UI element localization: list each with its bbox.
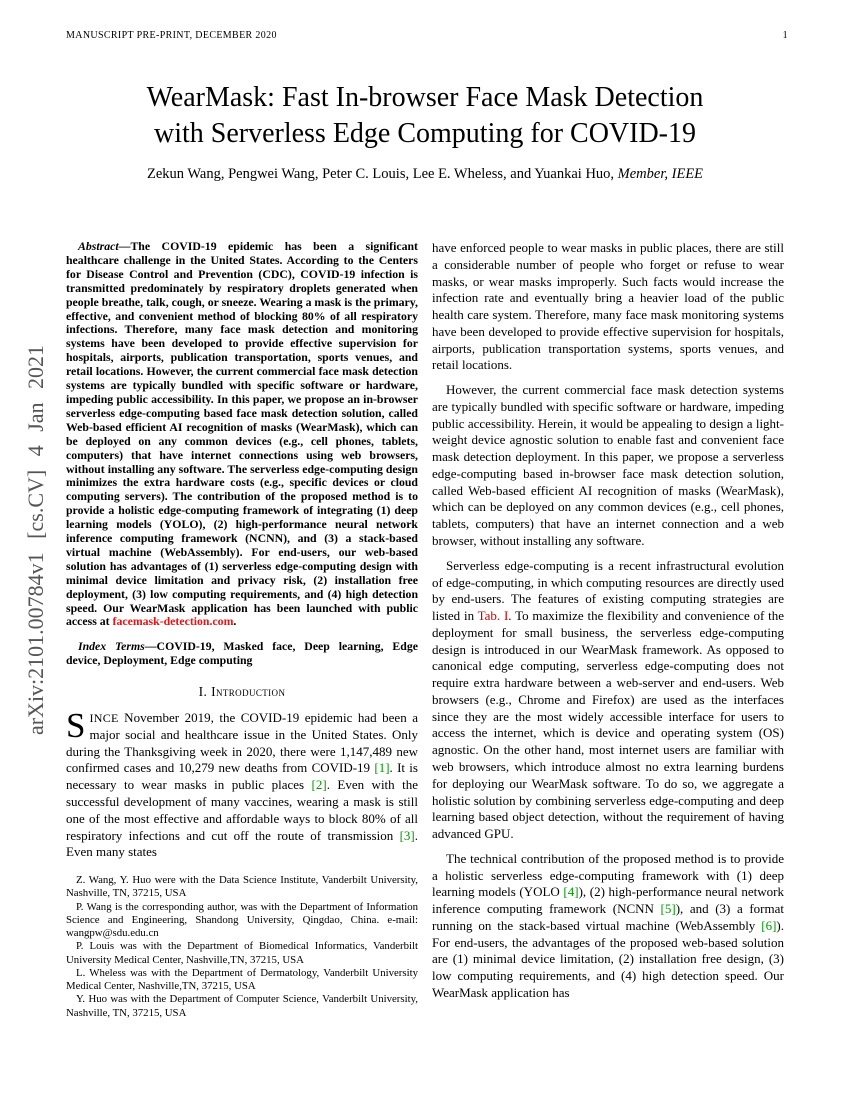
- abstract: [66, 240, 418, 629]
- right-column: [432, 240, 784, 1020]
- author-names: Zekun Wang, Pengwei Wang, Peter C. Louis, Lee E. Wheless, and Yuankai Huo,: [146, 166, 618, 182]
- citation-6[interactable]: [6]: [761, 917, 777, 933]
- paragraph-4-text-2: ), (2) high-performance neural network inference computing framework (NCNN: [432, 884, 784, 917]
- title-line-1: WearMask: Fast In-browser Face Mask Detection: [146, 82, 704, 113]
- intro-paragraph: [66, 706, 418, 861]
- citation-4[interactable]: [4]: [563, 884, 579, 900]
- citation-2[interactable]: [2]: [311, 777, 327, 793]
- index-terms-label: Index Terms: [78, 639, 145, 654]
- footnote-affiliation-5: Y. Huo was with the Department of Computer Science, Vanderbilt University, Nashville, TN, 37215, USA: [66, 993, 418, 1019]
- citation-3[interactable]: [3]: [399, 827, 415, 843]
- index-terms: [66, 640, 418, 668]
- paragraph-4-text-1: The technical contribution of the proposed method is to provide a holistic serverless edge-computing framework with (1) deep learning models (YOLO: [432, 850, 784, 900]
- citation-5[interactable]: [5]: [660, 901, 676, 917]
- drop-cap: S: [66, 706, 86, 746]
- abstract-public-url-link[interactable]: facemask-detection.com: [112, 614, 234, 629]
- citation-1[interactable]: [1]: [374, 760, 390, 776]
- two-column-body: [66, 240, 784, 1020]
- intro-text-3: . Even with the successful development of many vaccines, wearing a mask is still one of the most effective and affordable ways to block 80% of all respiratory infections and cut off the route of transmission: [66, 777, 418, 843]
- intro-lead-word: INCE: [89, 711, 119, 726]
- body-paragraph-3: [432, 558, 784, 843]
- paragraph-4-text-3: ), and (3) a format running on the stack-based virtual machine (WebAssembly: [432, 901, 784, 933]
- intro-text-2: . It is necessary to wear masks in public places: [66, 760, 418, 793]
- footnote-affiliation-2: P. Wang is the corresponding author, was with the Department of Information Science and Engineering, Shandong University, Qingdao, China. e-mail: wangpw@sdu.edu.cn: [66, 900, 418, 940]
- body-paragraph-2: However, the current commercial face mask detection systems are typically bundled with specific software or hardware, impeding public accessibility. Herein, it would be appealing to design a light-weight device agnostic solution to enable fast and convenient face mask detection deployment. In this paper, we propose a serverless edge-computing based in-browser face mask detection solution, called Web-based efficient AI recognition of masks (WearMask), which can be deployed on any common devices (e.g., cell phones, tablets, computers) that have an internet connection and a web browser, without installing any software.: [432, 382, 784, 549]
- abstract-label: Abstract: [78, 239, 119, 253]
- author-footnotes: [66, 874, 418, 1020]
- index-terms-body: —COVID-19, Masked face, Deep learning, Edge device, Deployment, Edge computing: [66, 639, 418, 668]
- paragraph-4-text-4: ). For end-users, the advantages of the proposed web-based solution are (1) minimal device limitation, (2) installation free design, (3) low computing requirements, and (4) high detection speed. Our WearMask application has: [432, 917, 784, 1000]
- running-header: [66, 30, 788, 41]
- arxiv-watermark: arXiv:2101.00784v1 [cs.CV] 4 Jan 2021: [23, 344, 48, 736]
- footnote-affiliation-1: Z. Wang, Y. Huo were with the Data Science Institute, Vanderbilt University, Nashville, TN, 37215, USA: [66, 874, 418, 900]
- footnote-affiliation-3: P. Louis was with the Department of Biomedical Informatics, Vanderbilt University Medical Center, Nashville,TN, 37215, USA: [66, 940, 418, 966]
- page-number: 1: [782, 30, 788, 41]
- footnote-affiliation-4: L. Wheless was with the Department of Dermatology, Vanderbilt University Medical Center, Nashville,TN, 37215, USA: [66, 966, 418, 993]
- authors-line: [0, 166, 850, 183]
- body-paragraph-4: [432, 851, 784, 1002]
- paragraph-3-text-2: . To maximize the flexibility and convenience of the deployment for small business, the serverless edge-computing design is introduced in our WearMask framework. As opposed to canonical edge computing, serverless edge-computing does not require extra hardware between a web-server and end-users. Web browsers (e.g., Chrome and Firefox) are used as the interfaces since they are the most widely accessible interface for users to access the internet, which is device and operating system (OS) agnostic. On the other hand, most internet users are familiar with web browsers, which introduce almost no extra learning burdens for deploying our WearMask software. To do so, we aggregate a holistic solution by combining serverless edge-computing and deep learning based object detection, without the requirement of having advanced GPU.: [432, 608, 784, 842]
- intro-text-1: November 2019, the COVID-19 epidemic had been a major social and healthcare issue in the United States. Only during the Thanksgiving week in 2020, there were 1,147,489 new confirmed cases and 10,279 new deaths from COVID-19: [66, 710, 418, 776]
- author-membership: Member, IEEE: [617, 166, 704, 182]
- abstract-closing-period: .: [233, 614, 237, 629]
- paper-title: [0, 80, 850, 153]
- body-paragraph-continuation: have enforced people to wear masks in public places, there are still a considerable number of people who forget or refuse to wear masks, or wear masks improperly. Such facts would increase the infection rate and eventually bring a heavier load of the public health care system. Therefore, many face mask monitoring systems have been developed to provide effective supervision for hospitals, airports, publication transportation systems, sports venues, and retail locations.: [432, 240, 784, 373]
- paragraph-3-text-1: Serverless edge-computing is a recent infrastructural evolution of edge-computing, in which computing resources are directly used by end-users. The features of existing computing strategies are listed in: [432, 557, 784, 624]
- section-heading-introduction: I. Introduction: [198, 684, 286, 700]
- title-line-2: with Serverless Edge Computing for COVID-19: [153, 118, 697, 150]
- intro-text-4: . Even many states: [66, 827, 418, 860]
- left-column: [66, 240, 418, 1020]
- table-1-reference[interactable]: Tab. I: [477, 608, 509, 624]
- abstract-body: —The COVID-19 epidemic has been a significant healthcare challenge in the United States. According to the Centers for Disease Control and Prevention (CDC), COVID-19 infection is transmitted predominately by respiratory droplets generated when people breathe, talk, cough, or sneeze. Wearing a mask is the primary, effective, and convenient method of blocking 80% of all respiratory infections. Therefore, many face mask detection and monitoring systems have been developed to provide effective supervision for hospitals, airports, publication transportation, sports venues, and retail locations. However, the current commercial face mask detection systems are typically bundled with specific software or hardware, impeding public accessibility. In this paper, we propose an in-browser serverless edge-computing based face mask detection solution, called Web-based efficient AI recognition of masks (WearMask), which can be deployed on any common devices (e.g., cell phones, tablets, computers) that have internet connections using web browsers, without installing any software. The serverless edge-computing design minimizes the extra hardware costs (e.g., specific devices or cloud computing servers). The contribution of the proposed method is to provide a holistic edge-computing framework of integrating (1) deep learning models (YOLO), (2) high-performance neural network inference computing framework (NCNN), and (3) a stack-based virtual machine (WebAssembly). For end-users, our web-based solution has advantages of (1) serverless edge-computing design with minimal device limitation and privacy risk, (2) installation free deployment, (3) low computing requirements, and (4) high detection speed. Our WearMask application has been launched with public access at: [66, 239, 418, 629]
- running-header-text: MANUSCRIPT PRE-PRINT, DECEMBER 2020: [66, 30, 277, 41]
